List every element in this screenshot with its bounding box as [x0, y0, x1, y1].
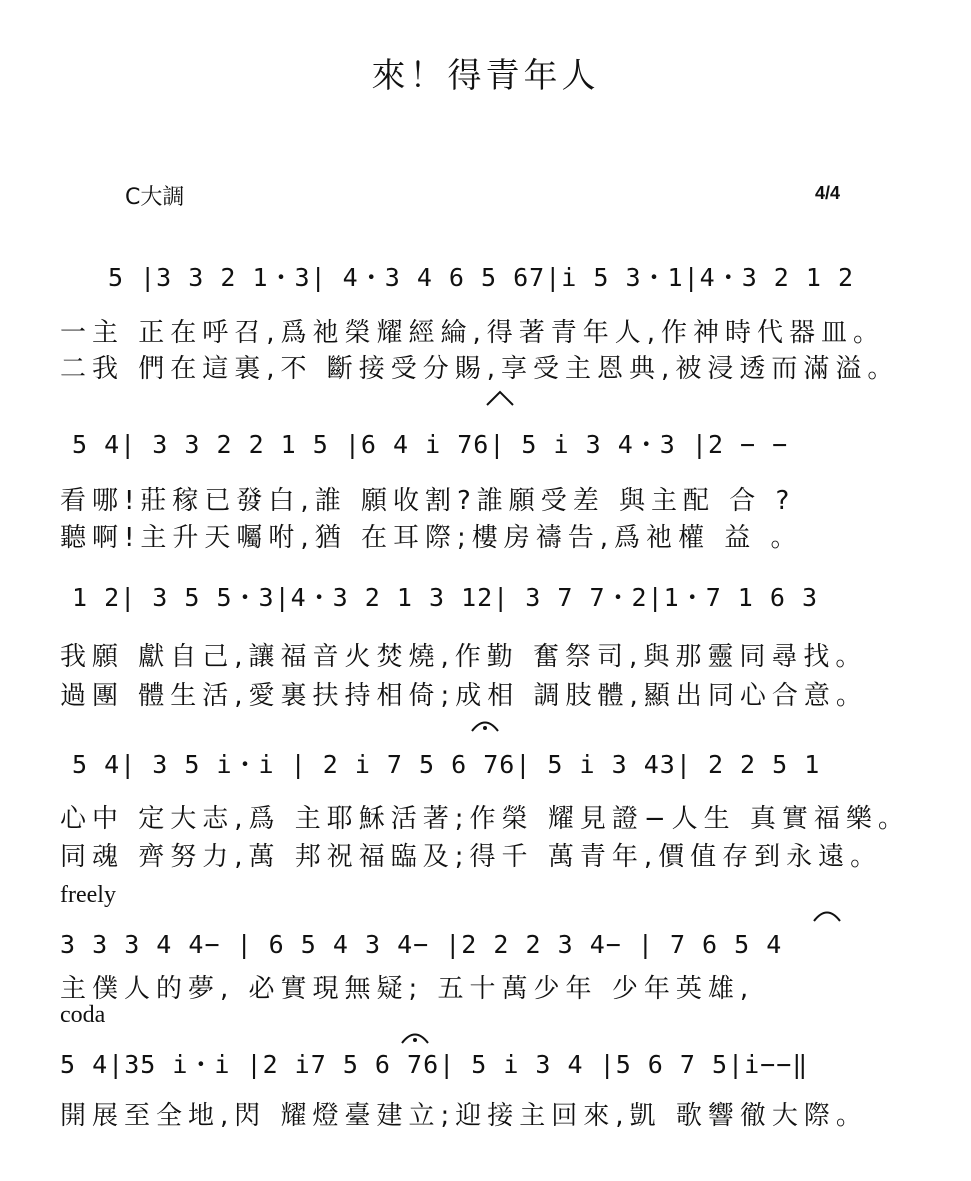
lyric-line-4-verse-2: 同魂 齊努力,萬 邦祝福臨及;得千 萬青年,價值存到永遠。 — [60, 842, 883, 872]
notation-line-6: 5 4|35 i・i |2 i7 5 6 76| 5 i 3 4 |5 6 7 5|i−−‖ — [60, 1050, 809, 1079]
fermata-icon — [400, 1028, 430, 1044]
lyric-line-2-verse-1: 看哪!莊稼已發白,誰 願收割?誰願受差 與主配 合 ? — [60, 486, 796, 516]
time-signature: 4/4 — [815, 183, 841, 203]
song-title: 來！得青年人 — [371, 56, 600, 96]
lyric-line-2-verse-2: 聽啊!主升天囑咐,猶 在耳際;樓房禱告,爲祂權 益 。 — [60, 523, 803, 553]
notation-line-5: 3 3 3 4 4− | 6 5 4 3 4− |2 2 2 3 4− | 7 6 5 4 — [60, 930, 783, 959]
lyric-line-3-verse-2: 過團 體生活,愛裏扶持相倚;成相 調肢體,顯出同心合意。 — [60, 681, 868, 711]
notation-line-2: 5 4| 3 3 2 2 1 5 |6 4 i 76| 5 i 3 4・3 |2 − − — [72, 430, 789, 459]
lyric-line-4-verse-1: 心中 定大志,爲 主耶穌活著;作榮 耀見證−人生 真實福樂。 — [60, 804, 910, 834]
notation-line-1: 5 |3 3 2 1・3| 4・3 4 6 5 67|i 5 3・1|4・3 2 1 2 — [108, 263, 855, 292]
coda-marking: coda — [60, 1002, 106, 1028]
fermata-icon — [812, 906, 842, 922]
tempo-marking-freely: freely — [60, 882, 116, 908]
fermata-icon — [470, 716, 500, 732]
fermata-icon — [485, 390, 515, 406]
notation-line-3: 1 2| 3 5 5・3|4・3 2 1 3 12| 3 7 7・2|1・7 1 6 3 — [72, 583, 819, 612]
lyric-line-1-verse-1: 一主 正在呼召,爲祂榮耀經綸,得著青年人,作神時代器皿。 — [60, 318, 886, 348]
lyric-line-3-verse-1: 我願 獻自己,讓福音火焚燒,作勤 奮祭司,與那靈同尋找。 — [60, 642, 868, 672]
lyric-line-6: 開展至全地,閃 耀燈臺建立;迎接主回來,凱 歌響徹大際。 — [60, 1101, 868, 1131]
key-signature: C大調 — [125, 185, 185, 210]
lyric-line-5: 主僕人的夢, 必實現無疑; 五十萬少年 少年英雄, — [60, 974, 755, 1004]
notation-line-4: 5 4| 3 5 i・i | 2 i 7 5 6 76| 5 i 3 43| 2 2 5 1 — [72, 750, 821, 779]
lyric-line-1-verse-2: 二我 們在這裏,不 斷接受分賜,享受主恩典,被浸透而滿溢。 — [60, 354, 900, 384]
